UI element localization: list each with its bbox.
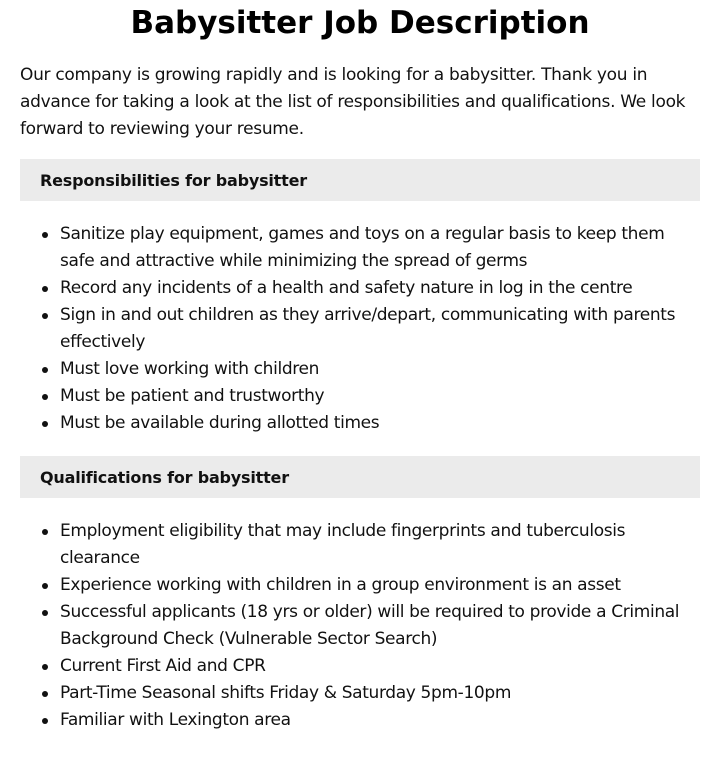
intro-paragraph: Our company is growing rapidly and is looking for a babysitter. Thank you in advance for taking a look at the list of responsibilities and qualifications. We look forward to reviewing your resume. — [20, 65, 686, 139]
list-item: Current First Aid and CPR — [60, 653, 700, 680]
list-item: Familiar with Lexington area — [60, 707, 700, 734]
list-item: Record any incidents of a health and safety nature in log in the centre — [60, 275, 700, 302]
list-item: Successful applicants (18 yrs or older) will be required to provide a Criminal Background Check (Vulnerable Sector Search) — [60, 599, 700, 653]
list-item: Sanitize play equipment, games and toys on a regular basis to keep them safe and attractive while minimizing the spread of germs — [60, 221, 700, 275]
list-item: Part-Time Seasonal shifts Friday & Saturday 5pm-10pm — [60, 680, 700, 707]
page-title: Babysitter Job Description — [130, 5, 590, 41]
list-item: Must love working with children — [60, 356, 700, 383]
qualifications-heading — [20, 456, 700, 498]
list-item: Employment eligibility that may include fingerprints and tuberculosis clearance — [60, 518, 700, 572]
responsibilities-list — [20, 221, 700, 437]
list-item: Must be available during allotted times — [60, 410, 700, 437]
qualifications-heading-text: Qualifications for babysitter — [40, 467, 289, 487]
list-item: Must be patient and trustworthy — [60, 383, 700, 410]
list-item: Sign in and out children as they arrive/depart, communicating with parents effectively — [60, 302, 700, 356]
qualifications-list — [20, 518, 700, 734]
responsibilities-heading — [20, 159, 700, 201]
list-item: Experience working with children in a group environment is an asset — [60, 572, 700, 599]
responsibilities-heading-text: Responsibilities for babysitter — [40, 170, 307, 190]
